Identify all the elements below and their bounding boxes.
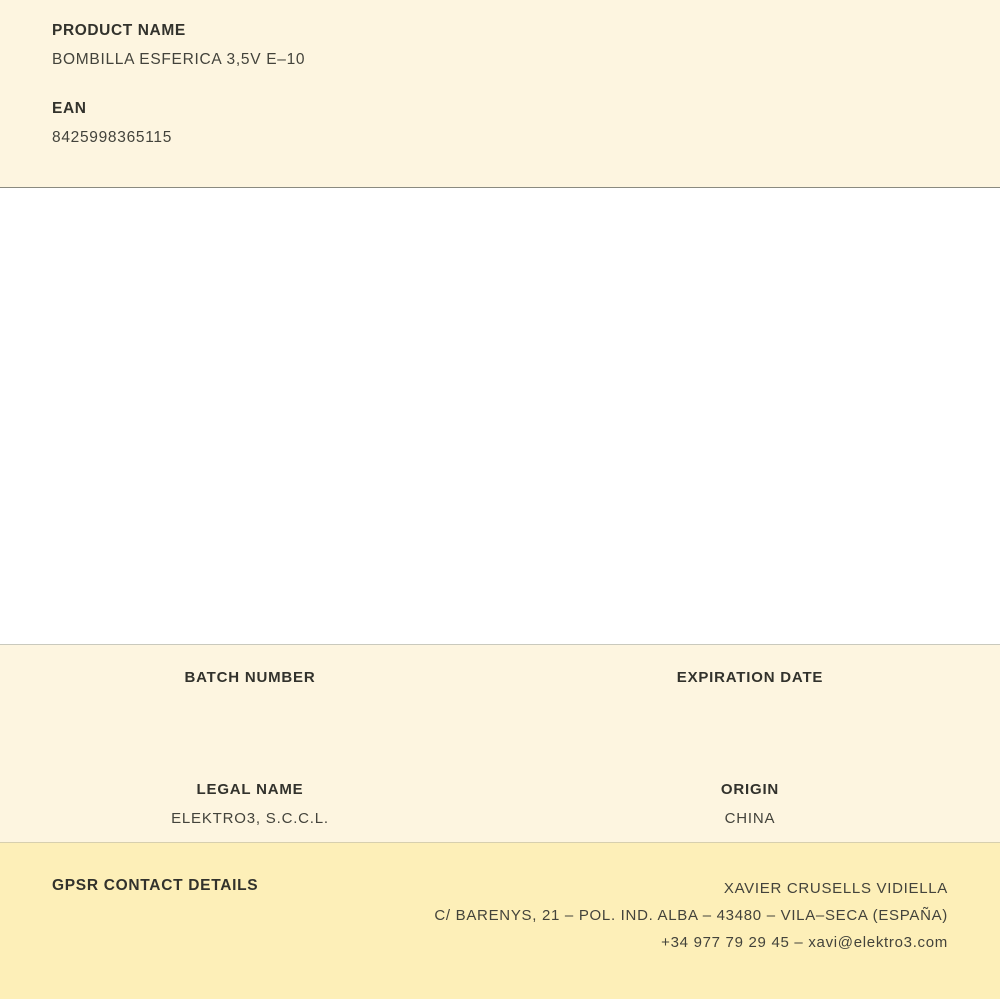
product-identification-section — [0, 0, 1000, 188]
ean-value: 8425998365115 — [52, 129, 173, 146]
expiration-date-label: EXPIRATION DATE — [676, 669, 824, 686]
expiration-date-cell — [500, 669, 1000, 716]
batch-number-cell — [0, 669, 500, 716]
gpsr-footer-section — [0, 843, 1000, 999]
legal-name-cell — [0, 781, 500, 828]
origin-value: CHINA — [724, 810, 776, 827]
ean-group — [52, 100, 948, 147]
product-details-section — [0, 645, 1000, 843]
expiration-date-value — [500, 698, 1000, 716]
batch-number-value — [0, 698, 500, 716]
gpsr-contact-details — [434, 875, 948, 956]
gpsr-contact-name: XAVIER CRUSELLS VIDIELLA — [723, 880, 948, 897]
legal-name-label: LEGAL NAME — [196, 781, 304, 798]
product-name-label: PRODUCT NAME — [52, 22, 186, 39]
product-image-area — [0, 188, 1000, 645]
product-name-group — [52, 22, 948, 69]
gpsr-contact-address: C/ BARENYS, 21 – POL. IND. ALBA – 43480 – VILA–SECA (ESPAÑA) — [434, 907, 948, 924]
product-name-value: BOMBILLA ESFERICA 3,5V E–10 — [52, 51, 306, 68]
batch-number-label: BATCH NUMBER — [184, 669, 316, 686]
ean-label: EAN — [52, 100, 87, 117]
origin-label: ORIGIN — [720, 781, 780, 798]
legal-origin-row — [0, 781, 1000, 828]
gpsr-contact-title: GPSR CONTACT DETAILS — [52, 877, 259, 894]
batch-expiration-row — [0, 669, 1000, 716]
gpsr-contact-phone-email: +34 977 79 29 45 – xavi@elektro3.com — [661, 934, 948, 951]
legal-name-value: ELEKTRO3, S.C.C.L. — [171, 810, 329, 827]
origin-cell — [500, 781, 1000, 828]
